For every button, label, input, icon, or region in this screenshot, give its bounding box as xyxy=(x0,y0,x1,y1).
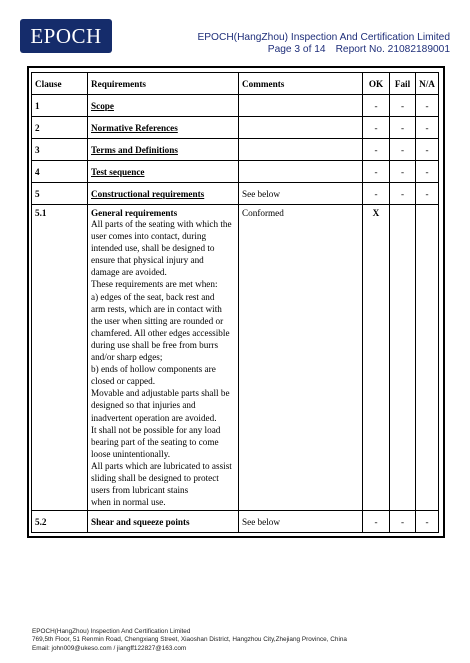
ok-cell: - xyxy=(363,511,390,533)
report-number: Report No. 21082189001 xyxy=(335,44,450,55)
ok-cell: - xyxy=(363,117,390,139)
header-na: N/A xyxy=(416,73,439,95)
na-cell xyxy=(416,205,439,511)
header-comments: Comments xyxy=(239,73,363,95)
requirement-cell: Scope xyxy=(88,95,239,117)
na-cell: - xyxy=(416,183,439,205)
footer-address: 769,5th Floor, 51 Renmin Road, Chengxiang Street, Xiaoshan District, Hangzhou City,Zhejiang Province, China xyxy=(32,636,347,644)
requirement-line: It shall not be possible for any load xyxy=(91,424,221,435)
clause-cell: 4 xyxy=(32,161,88,183)
requirement-line: b) ends of hollow components are xyxy=(91,364,216,375)
comment-cell xyxy=(239,117,363,139)
requirement-line: These requirements are met when: xyxy=(91,279,218,290)
clause-cell: 5.1 xyxy=(32,205,88,511)
requirement-line: when in normal use. xyxy=(91,497,166,508)
comment-cell: See below xyxy=(239,511,363,533)
fail-cell: - xyxy=(390,117,416,139)
table-row-5-1 xyxy=(32,205,439,511)
page-number: Page 3 of 14 xyxy=(267,44,326,55)
fail-cell: - xyxy=(390,95,416,117)
page-report-line xyxy=(268,44,450,55)
requirement-line: arm rests, which are in contact with xyxy=(91,303,222,314)
requirement-line: during use shall be free from burrs xyxy=(91,339,219,350)
fail-cell: - xyxy=(390,511,416,533)
table-row xyxy=(32,139,439,161)
requirement-line: Movable and adjustable parts shall be xyxy=(91,388,230,399)
requirement-cell: Constructional requirements xyxy=(88,183,239,205)
footer-email: Email: john009@ukeso.com / jiangff122827@163.com xyxy=(32,644,187,652)
clause-cell: 5 xyxy=(32,183,88,205)
requirement-line: All parts of the seating with which the xyxy=(91,219,232,229)
comment-cell: See below xyxy=(239,183,363,205)
company-name: EPOCH(HangZhou) Inspection And Certification Limited xyxy=(197,32,450,43)
requirement-line: damage are avoided. xyxy=(91,267,167,278)
header-requirements: Requirements xyxy=(88,73,239,95)
requirement-line: ensure that physical injury and xyxy=(91,255,204,266)
requirement-line: All parts which are lubricated to assist xyxy=(91,460,232,471)
requirement-line: a) edges of the seat, back rest and xyxy=(91,291,215,302)
requirement-title: General requirements xyxy=(91,208,178,218)
requirement-line: sliding shall be designed to protect xyxy=(91,472,219,483)
clause-cell: 3 xyxy=(32,139,88,161)
requirement-line: designed so that injuries and xyxy=(91,400,196,411)
na-cell: - xyxy=(416,511,439,533)
requirement-cell: Test sequence xyxy=(88,161,239,183)
requirement-cell: Normative References xyxy=(88,117,239,139)
na-cell: - xyxy=(416,95,439,117)
ok-cell: - xyxy=(363,95,390,117)
fail-cell: - xyxy=(390,139,416,161)
footer xyxy=(32,628,347,653)
requirement-line: bearing part of the seating to come xyxy=(91,436,219,447)
header-ok: OK xyxy=(363,73,390,95)
requirement-cell: Terms and Definitions xyxy=(88,139,239,161)
requirement-line: intended use, shall be designed to xyxy=(91,243,215,254)
comment-cell xyxy=(239,139,363,161)
comment-cell xyxy=(239,161,363,183)
table-row xyxy=(32,117,439,139)
comment-cell xyxy=(239,95,363,117)
na-cell: - xyxy=(416,139,439,161)
requirement-body xyxy=(91,218,235,508)
table-row xyxy=(32,95,439,117)
requirements-table xyxy=(31,72,439,533)
clause-cell: 2 xyxy=(32,117,88,139)
requirement-cell xyxy=(88,205,239,511)
ok-cell: - xyxy=(363,139,390,161)
header-clause: Clause xyxy=(32,73,88,95)
requirement-line: closed or capped. xyxy=(91,376,156,387)
clause-cell: 1 xyxy=(32,95,88,117)
fail-cell: - xyxy=(390,183,416,205)
clause-cell: 5.2 xyxy=(32,511,88,533)
table-row xyxy=(32,511,439,533)
epoch-logo: EPOCH xyxy=(20,19,112,53)
requirement-line: loose unintentionally. xyxy=(91,448,171,459)
requirement-line: user comes into contact, during xyxy=(91,231,207,242)
table-row xyxy=(32,161,439,183)
header-fail: Fail xyxy=(390,73,416,95)
comment-cell: Conformed xyxy=(239,205,363,511)
table-row xyxy=(32,183,439,205)
requirement-line: chamfered. All other edges accessible xyxy=(91,327,230,338)
requirement-line: the user when sitting are rounded or xyxy=(91,315,224,326)
requirement-line: and/or sharp edges; xyxy=(91,352,163,363)
fail-cell: - xyxy=(390,161,416,183)
requirement-line: users from lubricant stains xyxy=(91,485,189,496)
na-cell: - xyxy=(416,117,439,139)
ok-cell: - xyxy=(363,161,390,183)
ok-cell: X xyxy=(363,205,390,511)
ok-cell: - xyxy=(363,183,390,205)
requirement-cell: Shear and squeeze points xyxy=(88,511,239,533)
fail-cell xyxy=(390,205,416,511)
footer-company: EPOCH(HangZhou) Inspection And Certification Limited xyxy=(32,628,191,635)
table-header-row xyxy=(32,73,439,95)
requirement-line: inadvertent operation are avoided. xyxy=(91,412,217,423)
na-cell: - xyxy=(416,161,439,183)
